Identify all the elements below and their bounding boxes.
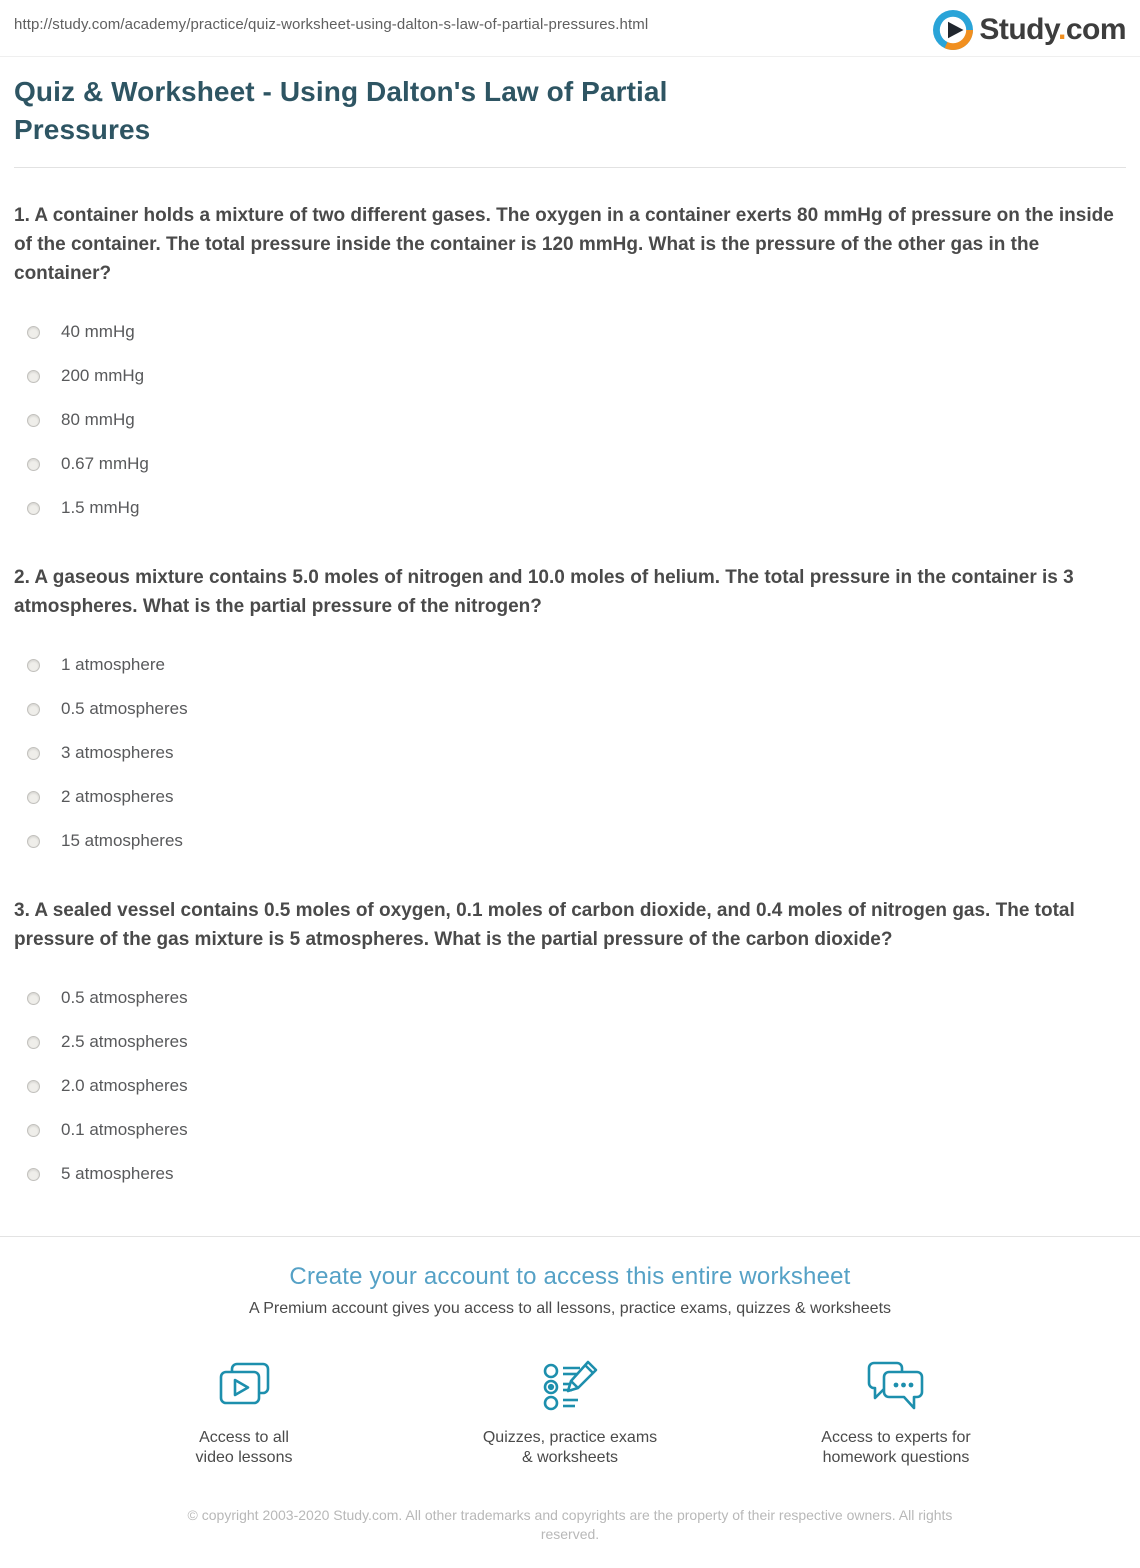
question-1 (14, 201, 1126, 530)
answer-option[interactable] (14, 486, 1126, 530)
question-3-options (14, 976, 1126, 1196)
radio-button[interactable] (27, 326, 40, 339)
signup-section (0, 1236, 1140, 1468)
radio-button[interactable] (27, 835, 40, 848)
feature-label-line1: Access to experts for (821, 1429, 971, 1446)
question-1-options (14, 310, 1126, 530)
answer-option[interactable] (14, 731, 1126, 775)
footer (0, 1506, 1140, 1568)
feature-label (455, 1428, 685, 1468)
radio-button[interactable] (27, 1168, 40, 1181)
video-lessons-icon (129, 1358, 359, 1416)
premium-subheading: A Premium account gives you access to all lessons, practice exams, quizzes & worksheets (248, 1300, 892, 1317)
radio-button[interactable] (27, 414, 40, 427)
answer-option[interactable] (14, 398, 1126, 442)
answer-option[interactable] (14, 1108, 1126, 1152)
answer-option[interactable] (14, 976, 1126, 1020)
studycom-logo[interactable] (933, 10, 1126, 50)
answer-option[interactable] (14, 442, 1126, 486)
answer-option[interactable] (14, 687, 1126, 731)
radio-button[interactable] (27, 659, 40, 672)
create-account-link[interactable]: Create your account to access this entire worksheet (289, 1263, 851, 1290)
answer-option-label: 3 atmospheres (61, 743, 174, 762)
experts-chat-icon (781, 1358, 1011, 1416)
feature-label (781, 1428, 1011, 1468)
answer-option[interactable] (14, 1064, 1126, 1108)
answer-option[interactable] (14, 775, 1126, 819)
question-3 (14, 896, 1126, 1196)
radio-button[interactable] (27, 458, 40, 471)
answer-option-label: 200 mmHg (61, 366, 145, 385)
answer-option-label: 40 mmHg (61, 322, 135, 341)
radio-button[interactable] (27, 791, 40, 804)
feature-label-line2: homework questions (822, 1449, 970, 1466)
title-section (14, 57, 1126, 168)
answer-option-label: 1 atmosphere (61, 655, 165, 674)
answer-option-label: 2.5 atmospheres (61, 1032, 188, 1051)
answer-option-label: 1.5 mmHg (61, 498, 140, 517)
radio-button[interactable] (27, 1080, 40, 1093)
page-title: Quiz & Worksheet - Using Dalton's Law of Partial Pressures (14, 76, 668, 145)
answer-option-label: 0.67 mmHg (61, 454, 149, 473)
radio-button[interactable] (27, 703, 40, 716)
copyright-text: © copyright 2003-2020 Study.com. All other trademarks and copyrights are the property of their respective owners. All rights reserved. (187, 1507, 953, 1542)
feature-label-line1: Access to all (199, 1429, 289, 1446)
answer-option-label: 15 atmospheres (61, 831, 183, 850)
answer-option[interactable] (14, 1152, 1126, 1196)
answer-option-label: 5 atmospheres (61, 1164, 174, 1183)
answer-option[interactable] (14, 354, 1126, 398)
radio-button[interactable] (27, 747, 40, 760)
answer-option-label: 0.1 atmospheres (61, 1120, 188, 1139)
answer-option-label: 2 atmospheres (61, 787, 174, 806)
question-2-options (14, 643, 1126, 863)
question-text: 3. A sealed vessel contains 0.5 moles of oxygen, 0.1 moles of carbon dioxide, and 0.4 moles of nitrogen gas. The total pressure of the gas mixture is 5 atmospheres. What is the partial pressure of the carbon dioxide? (14, 900, 1075, 950)
radio-button[interactable] (27, 992, 40, 1005)
radio-button[interactable] (27, 1036, 40, 1049)
feature-label-line1: Quizzes, practice exams (482, 1429, 658, 1446)
play-circle-icon (933, 10, 973, 50)
feature-label-line2: & worksheets (521, 1449, 619, 1466)
question-2 (14, 563, 1126, 863)
answer-option-label: 0.5 atmospheres (61, 699, 188, 718)
question-text: 2. A gaseous mixture contains 5.0 moles of nitrogen and 10.0 moles of helium. The total pressure in the container is 3 atmospheres. What is the partial pressure of the nitrogen? (14, 567, 1074, 617)
answer-option-label: 0.5 atmospheres (61, 988, 188, 1007)
radio-button[interactable] (27, 370, 40, 383)
answer-option-label: 80 mmHg (61, 410, 135, 429)
answer-option[interactable] (14, 819, 1126, 863)
feature-label (129, 1428, 359, 1468)
answer-option[interactable] (14, 643, 1126, 687)
feature-label-line2: video lessons (195, 1449, 293, 1466)
page-url: http://study.com/academy/practice/quiz-worksheet-using-dalton-s-law-of-partial-pressures.html (14, 16, 649, 33)
quiz-body (0, 201, 1140, 1196)
answer-option[interactable] (14, 1020, 1126, 1064)
header (0, 0, 1140, 57)
answer-option-label: 2.0 atmospheres (61, 1076, 188, 1095)
answer-option[interactable] (14, 310, 1126, 354)
logo-wordmark: Study.com (979, 13, 1126, 46)
radio-button[interactable] (27, 1124, 40, 1137)
radio-button[interactable] (27, 502, 40, 515)
quizzes-worksheets-icon (455, 1358, 685, 1416)
question-text: 1. A container holds a mixture of two different gases. The oxygen in a container exerts 80 mmHg of pressure on the inside of the container. The total pressure inside the container is 120 mmHg. What is the pressure of the other gas in the container? (14, 205, 1114, 284)
